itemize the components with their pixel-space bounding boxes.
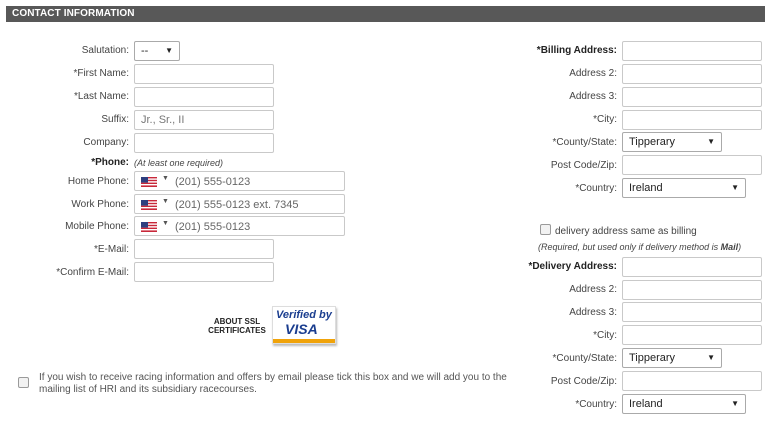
confirm-email-input[interactable]: [134, 262, 274, 282]
billing-address-input[interactable]: [622, 41, 762, 61]
mailing-list-checkbox[interactable]: [18, 377, 29, 388]
delivery-address3-label: Address 3:: [569, 307, 617, 318]
home-phone-input[interactable]: [173, 172, 377, 192]
confirm-email-label: *Confirm E-Mail:: [56, 267, 129, 278]
caret-down-icon: ▼: [162, 198, 169, 205]
billing-city-label: *City:: [593, 114, 617, 125]
billing-country-value: Ireland: [629, 182, 663, 194]
delivery-same-label: delivery address same as billing: [555, 226, 697, 237]
home-phone-label: Home Phone:: [67, 176, 129, 187]
email-input[interactable]: [134, 239, 274, 259]
work-phone-label: Work Phone:: [71, 199, 129, 210]
delivery-same-checkbox[interactable]: [540, 224, 551, 235]
ssl-line-1: ABOUT SSL: [213, 317, 261, 326]
chevron-down-icon: ▼: [731, 399, 739, 408]
billing-address-label: *Billing Address:: [536, 45, 617, 56]
delivery-address-label: *Delivery Address:: [528, 261, 617, 272]
delivery-city-label: *City:: [593, 330, 617, 341]
company-label: Company:: [83, 137, 129, 148]
billing-postcode-label: Post Code/Zip:: [550, 160, 617, 171]
delivery-country-select[interactable]: [622, 394, 746, 414]
first-name-label: *First Name:: [73, 68, 129, 79]
billing-county-label: *County/State:: [552, 137, 617, 148]
phone-label: *Phone:: [91, 157, 129, 168]
billing-county-select[interactable]: [622, 132, 722, 152]
caret-down-icon: ▼: [162, 175, 169, 182]
mobile-phone-field[interactable]: [134, 216, 345, 236]
delivery-county-label: *County/State:: [552, 353, 617, 364]
visa-badge-stripe: [273, 339, 335, 343]
chevron-down-icon: ▼: [707, 353, 715, 362]
delivery-address2-label: Address 2:: [569, 284, 617, 295]
delivery-required-note: (Required, but used only if delivery method is Mail): [538, 242, 742, 252]
mobile-phone-input[interactable]: [173, 217, 377, 237]
billing-country-label: *Country:: [575, 183, 617, 194]
delivery-country-label: *Country:: [575, 399, 617, 410]
home-phone-field[interactable]: [134, 171, 345, 191]
first-name-input[interactable]: [134, 64, 274, 84]
suffix-label: Suffix:: [101, 114, 129, 125]
billing-address2-input[interactable]: [622, 64, 762, 84]
email-label: *E-Mail:: [93, 244, 129, 255]
delivery-address3-input[interactable]: [622, 302, 762, 322]
us-flag-icon[interactable]: [141, 177, 157, 187]
delivery-city-input[interactable]: [622, 325, 762, 345]
visa-badge-line-2: VISA: [285, 321, 318, 337]
chevron-down-icon: ▼: [731, 183, 739, 192]
mobile-phone-label: Mobile Phone:: [65, 221, 129, 232]
delivery-address-input[interactable]: [622, 257, 762, 277]
us-flag-icon[interactable]: [141, 200, 157, 210]
work-phone-input[interactable]: [173, 195, 377, 215]
delivery-postcode-label: Post Code/Zip:: [550, 376, 617, 387]
billing-city-input[interactable]: [622, 110, 762, 130]
caret-down-icon: ▼: [162, 220, 169, 227]
ssl-line-2: CERTIFICATES: [208, 326, 266, 335]
company-input[interactable]: [134, 133, 274, 153]
delivery-country-value: Ireland: [629, 398, 663, 410]
last-name-label: *Last Name:: [73, 91, 129, 102]
salutation-value: --: [141, 45, 149, 57]
chevron-down-icon: ▼: [165, 46, 173, 55]
phone-required-note: (At least one required): [134, 158, 224, 168]
verified-by-visa-badge[interactable]: [272, 306, 336, 344]
delivery-postcode-input[interactable]: [622, 371, 762, 391]
billing-county-value: Tipperary: [629, 136, 676, 148]
mailing-list-text: If you wish to receive racing information and offers by email please tick this box and we will add you to the mailing list of HRI and its subsidiary racecourses.: [39, 372, 507, 395]
us-flag-icon[interactable]: [141, 222, 157, 232]
delivery-county-value: Tipperary: [629, 352, 676, 364]
billing-address2-label: Address 2:: [569, 68, 617, 79]
delivery-address2-input[interactable]: [622, 280, 762, 300]
billing-address3-input[interactable]: [622, 87, 762, 107]
billing-address3-label: Address 3:: [569, 91, 617, 102]
billing-postcode-input[interactable]: [622, 155, 762, 175]
suffix-input[interactable]: [134, 110, 274, 130]
section-header: CONTACT INFORMATION: [6, 6, 765, 22]
delivery-county-select[interactable]: [622, 348, 722, 368]
salutation-select[interactable]: [134, 41, 180, 61]
visa-badge-line-1: Verified by: [276, 309, 332, 321]
last-name-input[interactable]: [134, 87, 274, 107]
billing-country-select[interactable]: [622, 178, 746, 198]
chevron-down-icon: ▼: [707, 137, 715, 146]
about-ssl-link[interactable]: [205, 317, 269, 335]
salutation-label: Salutation:: [81, 45, 129, 56]
work-phone-field[interactable]: [134, 194, 345, 214]
